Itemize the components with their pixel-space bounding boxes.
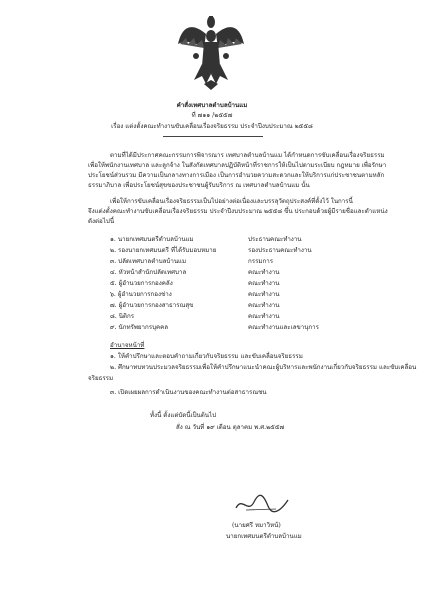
signer-name: (นายศรี หมาวิหน้) <box>232 522 281 529</box>
para2-line: จึงแต่งตั้งคณะทำงานขับเคลื่อนเรื่องจริยธรรม ประจำปีงบประมาณ ๒๕๕๘ ขึ้น ประกอบด้วยผู้มีรายชื่อและตำแหน่ง <box>88 208 388 215</box>
member-name: ๙. นักทรัพยากรบุคคล <box>110 324 169 331</box>
duty-item: ๓. เปิดเผยผลการดำเนินงานของคณะทำงานต่อสาธารณชน <box>110 389 267 396</box>
para2-line: เพื่อให้การขับเคลื่อนเรื่องจริยธรรมเป็นไปอย่างต่อเนื่องและบรรลุวัตถุประสงค์ที่ตั้งไว้ ในการนี้ <box>110 198 353 205</box>
member-role: รองประธานคณะทำงาน <box>248 247 312 254</box>
para2-line: ดังต่อไปนี้ <box>88 218 115 225</box>
member-name: ๕. ผู้อำนวยการกองคลัง <box>110 280 173 287</box>
duty-item: ๒. ศึกษาทบทวนประมวลจริยธรรมเพื่อให้คำปรึกษาแนะนำคณะผู้บริหารและพนักงานเกี่ยวกับจริยธรรม และขับเคลื่อน <box>110 364 417 371</box>
member-role: คณะทำงาน <box>248 291 280 298</box>
signer-title: นายกเทศมนตรีตำบลบ้านแม <box>226 533 302 540</box>
member-role: คณะทำงาน <box>248 313 280 320</box>
duty-item: ๑. ให้คำปรึกษาและตอบคำถามเกี่ยวกับจริยธรรม และขับเคลื่อนจริยธรรม <box>110 353 303 360</box>
header-divider <box>163 136 263 137</box>
order-title: คำสั่งเทศบาลตำบลบ้านแม <box>176 102 248 109</box>
garuda-emblem-icon <box>176 14 246 92</box>
para1-line: เพื่อให้พนักงานเทศบาล และลูกจ้าง ในสังกัดเทศบาลปฏิบัติหน้าที่ราชการให้เป็นไปตามระเบียบ กฎหมาย เพื่อรักษา <box>88 162 387 169</box>
member-role: คณะทำงาน <box>248 280 280 287</box>
signature-icon <box>232 492 292 516</box>
para1-line: ตามที่ได้มีประกาศคณะกรรมการพิจารณาร เทศบาลตำบลบ้านแม ได้กำหนดการขับเคลื่อนเรื่องจริยธรรม <box>110 152 385 159</box>
member-name: ๒. รองนายกเทศมนตรี ที่ได้รับมอบหมาย <box>110 247 217 254</box>
member-role: คณะทำงานและเลขานุการ <box>248 324 319 331</box>
duties-heading: อำนาจหน้าที่ <box>110 342 145 349</box>
member-role: คณะทำงาน <box>248 302 280 309</box>
member-name: ๘. นิติกร <box>110 313 135 320</box>
member-name: ๓. ปลัดเทศบาลตำบลบ้านแม <box>110 258 187 265</box>
member-name: ๔. หัวหน้าสำนักปลัดเทศบาล <box>110 269 187 276</box>
member-name: ๗. ผู้อำนวยการกองสาธารณสุข <box>110 302 194 309</box>
member-name: ๑. นายกเทศมนตรีตำบลบ้านแม <box>110 236 194 243</box>
para1-line: ธรรมาภิบาล เพื่อประโยชน์สุขของประชาชนผู้รับบริการ ณ เทศบาลตำบลบ้านแม นั้น <box>88 182 310 189</box>
para1-line: ประโยชน์ส่วนรวม มีความเป็นกลางทางการเมือง เป็นการอำนวยความสะดวกและให้บริการแก่ประชาชนตามหลัก <box>88 172 385 179</box>
member-role: ประธานคณะทำงาน <box>248 236 302 243</box>
order-subject: เรื่อง แต่งตั้งคณะทำงานขับเคลื่อนเรื่องจริยธรรม ประจำปีงบประมาณ ๒๕๕๘ <box>111 123 313 130</box>
duty-item-continuation: จริยธรรม <box>88 375 114 382</box>
member-name: ๖. ผู้อำนวยการกองช่าง <box>110 291 172 298</box>
member-role: กรรมการ <box>248 258 274 265</box>
effective-statement: ทั้งนี้ ตั้งแต่บัดนี้เป็นต้นไป <box>150 412 217 419</box>
order-date: สั่ง ณ วันที่ ๑๙ เดือน ตุลาคม พ.ศ.๒๕๕๗ <box>176 424 285 431</box>
member-role: คณะทำงาน <box>248 269 280 276</box>
order-number: ที่ ๗๑๑ /๒๕๕๗ <box>191 112 233 119</box>
